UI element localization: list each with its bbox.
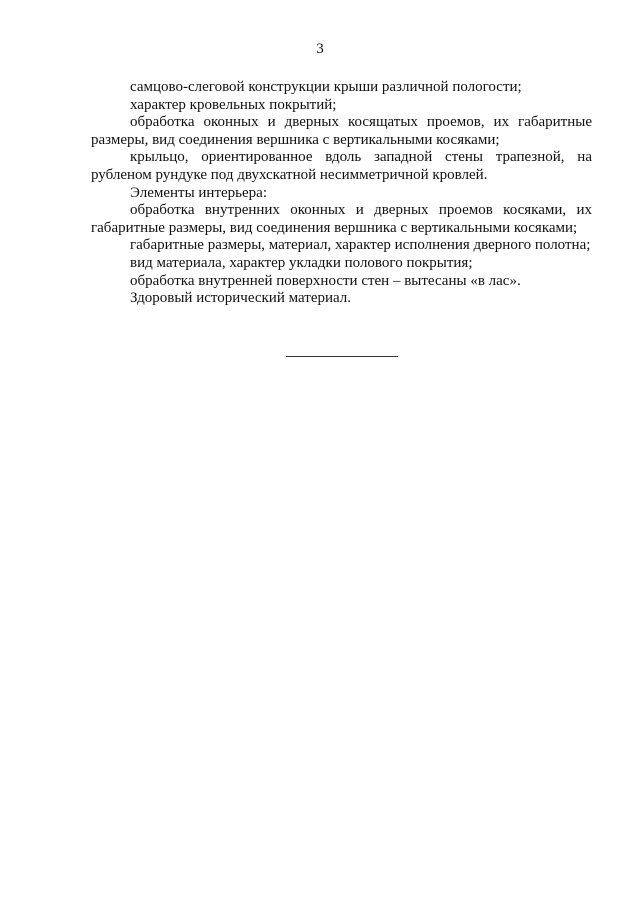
document-body — [91, 79, 592, 308]
paragraph-historic-material: Здоровый исторический материал. — [130, 290, 352, 307]
paragraph-roof-construction: самцово-слеговой конструкции крыши различной пологости; — [130, 79, 522, 95]
separator-line — [286, 356, 398, 357]
paragraph-door-leaf: габаритные размеры, материал, характер исполнения дверного полотна; — [130, 237, 591, 254]
paragraph-roof-covering: характер кровельных покрытий; — [130, 96, 337, 113]
paragraph-floor: вид материала, характер укладки полового покрытия; — [130, 254, 473, 271]
paragraph-porch: крыльцо, ориентированное вдоль западной стены трапезной, на рубленом рундуке под двухскатной несимметричной кровлей. — [91, 149, 592, 183]
paragraph-openings-exterior: обработка оконных и дверных косящатых проемов, их габаритные размеры, вид соединения вершника с вертикальными косяками; — [91, 114, 592, 148]
paragraph-openings-interior: обработка внутренних оконных и дверных проемов косяками, их габаритные размеры, вид соединения вершника с вертикальными косяками; — [91, 202, 592, 236]
paragraph-interior-heading: Элементы интерьера: — [130, 184, 267, 201]
paragraph-walls: обработка внутренней поверхности стен – вытесаны «в лас». — [130, 272, 521, 289]
page-number: 3 — [316, 41, 324, 57]
